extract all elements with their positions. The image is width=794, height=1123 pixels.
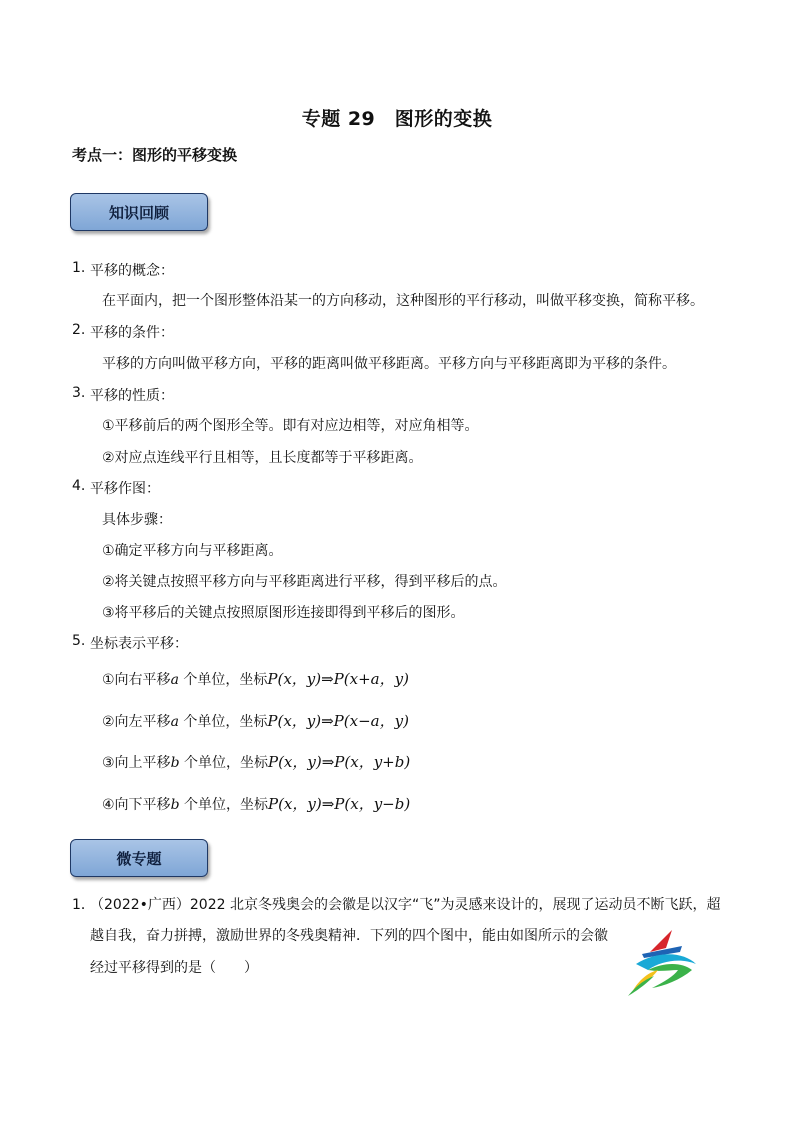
problem-number: 1． (72, 897, 95, 913)
coord-formula: P(x，y)⇒P(x，y−b) (267, 795, 411, 813)
item-number: 4. (72, 478, 86, 494)
page-title: 专题 29 图形的变换 (301, 108, 493, 130)
item-text: 平移的方向叫做平移方向，平移的距离叫做平移距离。平移方向与平移距离即为平移的条件。 (102, 356, 676, 372)
coord-variable: b (170, 797, 180, 813)
item-text: ③将平移后的关键点按照原图形连接即得到平移后的图形。 (102, 605, 465, 621)
coord-rule-text: ③向上平移 (102, 755, 171, 771)
coord-rule-text: 个单位，坐标 (178, 714, 268, 730)
section-label-review: 知识回顾 (70, 193, 208, 231)
coord-rule (102, 751, 410, 772)
item-text: ②将关键点按照平移方向与平移距离进行平移，得到平移后的点。 (102, 574, 507, 590)
coord-formula: P(x，y)⇒P(x+a，y) (267, 670, 409, 688)
topic-heading: 考点一：图形的平移变换 (72, 146, 238, 164)
problem-text: （2022•广西）2022 北京冬残奥会的会徽是以汉字“飞”为灵感来设计的，展现了运动员不断飞跃，超 (90, 897, 721, 913)
coord-rule (102, 668, 409, 689)
coord-formula: P(x，y)⇒P(x−a，y) (267, 712, 409, 730)
item-heading: 坐标表示平移： (90, 636, 188, 652)
coord-variable: b (170, 755, 180, 771)
item-number: 3. (72, 385, 86, 401)
item-heading: 平移的性质： (90, 388, 174, 404)
problem-text: 越自我，奋力拼搏，激励世界的冬残奥精神．下列的四个图中，能由如图所示的会徽 (90, 928, 608, 944)
coord-rule (102, 793, 410, 814)
coord-rule-text: ①向右平移 (102, 672, 171, 688)
coord-rule-text: 个单位，坐标 (178, 672, 268, 688)
item-heading: 平移的条件： (90, 325, 174, 341)
item-number: 1. (72, 260, 86, 276)
section-label-topic: 微专题 (70, 839, 208, 877)
item-text: ②对应点连线平行且相等，且长度都等于平移距离。 (102, 450, 423, 466)
item-heading: 平移作图： (90, 481, 160, 497)
item-text: 具体步骤： (102, 512, 172, 528)
coord-rule-text: ②向左平移 (102, 714, 171, 730)
coord-rule-text: 个单位，坐标 (179, 797, 268, 813)
paralympic-emblem-image (624, 930, 700, 996)
coord-rule-text: ④向下平移 (102, 797, 171, 813)
coord-variable: a (170, 672, 179, 688)
coord-rule (102, 710, 409, 731)
item-heading: 平移的概念： (90, 263, 174, 279)
problem-text: 经过平移得到的是（ ） (90, 960, 258, 976)
coord-variable: a (170, 714, 179, 730)
item-number: 5. (72, 633, 86, 649)
item-text: 在平面内，把一个图形整体沿某一的方向移动，这种图形的平行移动，叫做平移变换，简称平移。 (102, 293, 704, 309)
item-text: ①平移前后的两个图形全等。即有对应边相等，对应角相等。 (102, 418, 479, 434)
item-text: ①确定平移方向与平移距离。 (102, 543, 283, 559)
item-number: 2. (72, 322, 86, 338)
coord-rule-text: 个单位，坐标 (179, 755, 268, 771)
coord-formula: P(x，y)⇒P(x，y+b) (267, 753, 411, 771)
